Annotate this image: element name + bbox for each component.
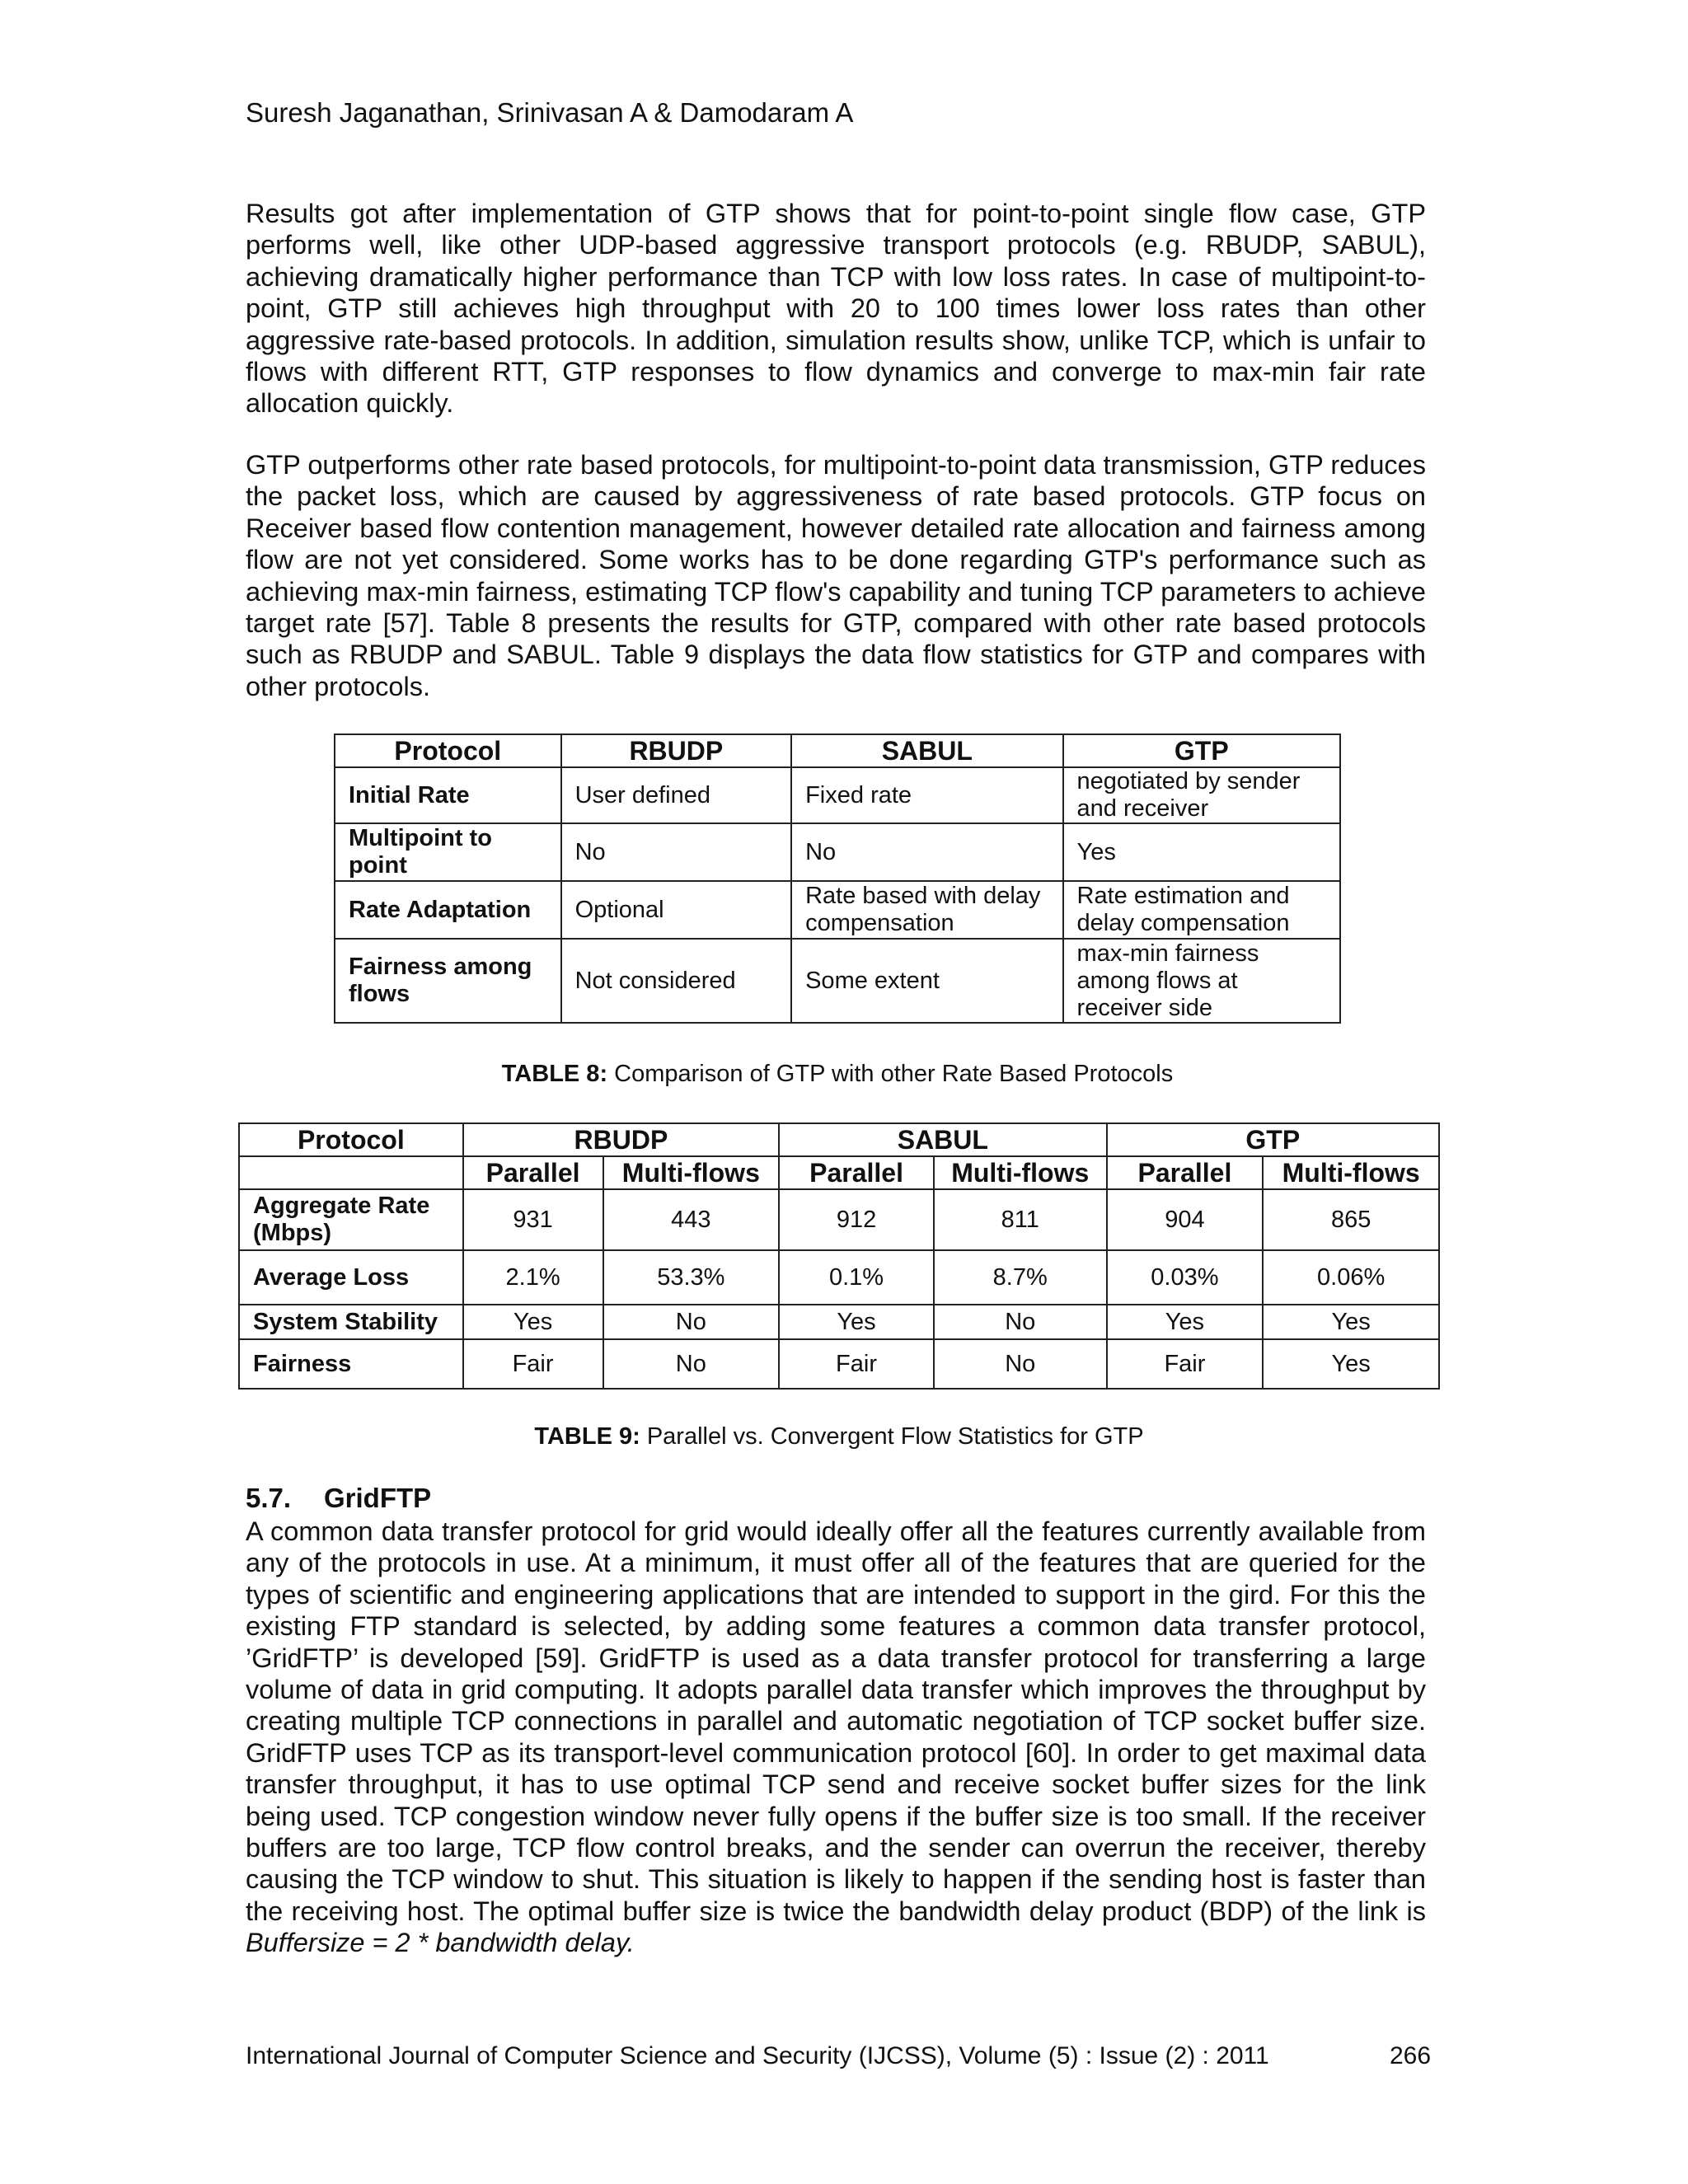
row-label: Aggregate Rate (Mbps) [239,1189,463,1250]
table-header-cell: Protocol [239,1123,463,1156]
row-label: Average Loss [239,1250,463,1305]
table-header-cell: SABUL [791,734,1062,767]
table-cell: 0.1% [779,1250,934,1305]
table-cell: No [791,823,1062,881]
paragraph-results: Results got after implementation of GTP shows that for point-to-point single flow case, GTP performs well, like other UDP-based aggressive transport protocols (e.g. RBUDP, SABUL), achieving dramatically higher performance than TCP with low loss rates. In case of multipoint-to-point, GTP still achieves high throughput with 20 to 100 times lower loss rates than other aggressive rate-based protocols. In addition, simulation results show, unlike TCP, which is unfair to flows with different RTT, GTP responses to flow dynamics and converge to max-min fair rate allocation quickly. [246,199,1426,419]
table-row [335,823,1340,881]
table-subheader-row [239,1156,1439,1189]
table-cell: Fair [1107,1339,1264,1389]
caption-label: TABLE 9: [534,1423,640,1450]
row-label: Rate Adaptation [335,881,561,939]
paragraph-gtp-outperforms: GTP outperforms other rate based protocols, for multipoint-to-point data transmission, GTP reduces the packet loss, which are caused by aggressiveness of rate based protocols. GTP focus on Receiver based flow contention management, however detailed rate allocation and fairness among flow are not yet considered. Some works has to be done regarding GTP's performance such as achieving max-min fairness, estimating TCP flow's capability and tuning TCP parameters to achieve target rate [57]. Table 8 presents the results for GTP, compared with other rate based protocols such as RBUDP and SABUL. Table 9 displays the data flow statistics for GTP and compares with other protocols. [246,450,1426,701]
table-subheader-cell: Parallel [1107,1156,1264,1189]
table-cell: Not considered [561,939,792,1023]
row-label: Initial Rate [335,767,561,823]
table-cell: No [603,1305,780,1339]
table-row [335,881,1340,939]
table-cell: Rate based with delay compensation [791,881,1062,939]
table-cell: 904 [1107,1189,1264,1250]
table-cell: Yes [1107,1305,1264,1339]
row-label: Fairness [239,1339,463,1389]
caption-text: Comparison of GTP with other Rate Based Protocols [607,1061,1174,1087]
table-subheader-cell: Parallel [779,1156,934,1189]
table-cell: No [934,1339,1107,1389]
table-row [335,939,1340,1023]
table-cell: Yes [779,1305,934,1339]
table-row [239,1339,1439,1389]
table-header-cell: SABUL [779,1123,1106,1156]
table-subheader-cell: Parallel [463,1156,603,1189]
table-cell: Some extent [791,939,1062,1023]
table-cell: No [603,1339,780,1389]
table-cell: User defined [561,767,792,823]
table-header-row [239,1123,1439,1156]
table-header-cell [239,1156,463,1189]
table-cell: 0.06% [1263,1250,1439,1305]
running-header: Suresh Jaganathan, Srinivasan A & Damodaram A [246,97,854,128]
table-cell: No [561,823,792,881]
table-cell: 2.1% [463,1250,603,1305]
table-row [239,1250,1439,1305]
table-cell: max-min fairness among flows at receiver side [1063,939,1340,1023]
table-cell: negotiated by sender and receiver [1063,767,1340,823]
table-cell: Yes [1263,1305,1439,1339]
table-cell: 931 [463,1189,603,1250]
table-cell: Yes [1063,823,1340,881]
table-row [239,1189,1439,1250]
section-heading [246,1483,431,1514]
table-cell: 53.3% [603,1250,780,1305]
table-cell: 865 [1263,1189,1439,1250]
section-number: 5.7. [246,1483,292,1513]
row-label: Fairness among flows [335,939,561,1023]
table-8-gtp-comparison [334,733,1341,1024]
table-subheader-cell: Multi-flows [1263,1156,1439,1189]
paragraph-gridftp [246,1516,1426,1959]
table-cell: Yes [463,1305,603,1339]
table-header-row [335,734,1340,767]
table-header-cell: Protocol [335,734,561,767]
caption-label: TABLE 8: [501,1061,608,1087]
table-row [239,1305,1439,1339]
table-cell: 0.03% [1107,1250,1264,1305]
row-label: System Stability [239,1305,463,1339]
table-row [335,767,1340,823]
footer-journal: International Journal of Computer Science and Security (IJCSS), Volume (5) : Issue (2) : 2011 [246,2042,1269,2069]
table-subheader-cell: Multi-flows [603,1156,780,1189]
table-cell: Optional [561,881,792,939]
table-9-caption [238,1423,1440,1451]
table-cell: 811 [934,1189,1107,1250]
table-header-cell: GTP [1063,734,1340,767]
table-8-caption [334,1061,1341,1088]
table-cell: Fair [463,1339,603,1389]
table-header-cell: RBUDP [463,1123,779,1156]
table-cell: 8.7% [934,1250,1107,1305]
table-header-cell: GTP [1107,1123,1439,1156]
table-cell: Rate estimation and delay compensation [1063,881,1340,939]
table-9-flow-statistics [238,1122,1440,1390]
caption-text: Parallel vs. Convergent Flow Statistics for GTP [640,1423,1144,1450]
page-number: 266 [1390,2042,1432,2069]
table-header-cell: RBUDP [561,734,792,767]
buffersize-formula: Buffersize = 2 * bandwidth delay. [246,1928,635,1958]
paragraph-gridftp-text: A common data transfer protocol for grid would ideally offer all the features currently available from any of the protocols in use. At a minimum, it must offer all of the features that are queried for the types of scientific and engineering applications that are intended to support in the gird. For this the existing FTP standard is selected, by adding some features a common data transfer protocol, ’GridFTP’ is developed [59]. GridFTP is used as a data transfer protocol for transferring a large volume of data in grid computing. It adopts parallel data transfer which improves the throughput by creating multiple TCP connections in parallel and automatic negotiation of TCP socket buffer size. GridFTP uses TCP as its transport-level communication protocol [60]. In order to get maximal data transfer throughput, it has to use optimal TCP send and receive socket buffer sizes for the link being used. TCP congestion window never fully opens if the buffer size is too small. If the receiver buffers are too large, TCP flow control breaks, and the sender can overrun the receiver, thereby causing the TCP window to shut. This situation is likely to happen if the sending host is faster than the receiving host. The optimal buffer size is twice the bandwidth delay product (BDP) of the link is [246,1516,1426,1926]
table-cell: Yes [1263,1339,1439,1389]
table-cell: 443 [603,1189,780,1250]
table-cell: 912 [779,1189,934,1250]
table-subheader-cell: Multi-flows [934,1156,1107,1189]
row-label: Multipoint to point [335,823,561,881]
table-cell: Fair [779,1339,934,1389]
table-cell: No [934,1305,1107,1339]
table-cell: Fixed rate [791,767,1062,823]
section-title: GridFTP [324,1483,432,1513]
